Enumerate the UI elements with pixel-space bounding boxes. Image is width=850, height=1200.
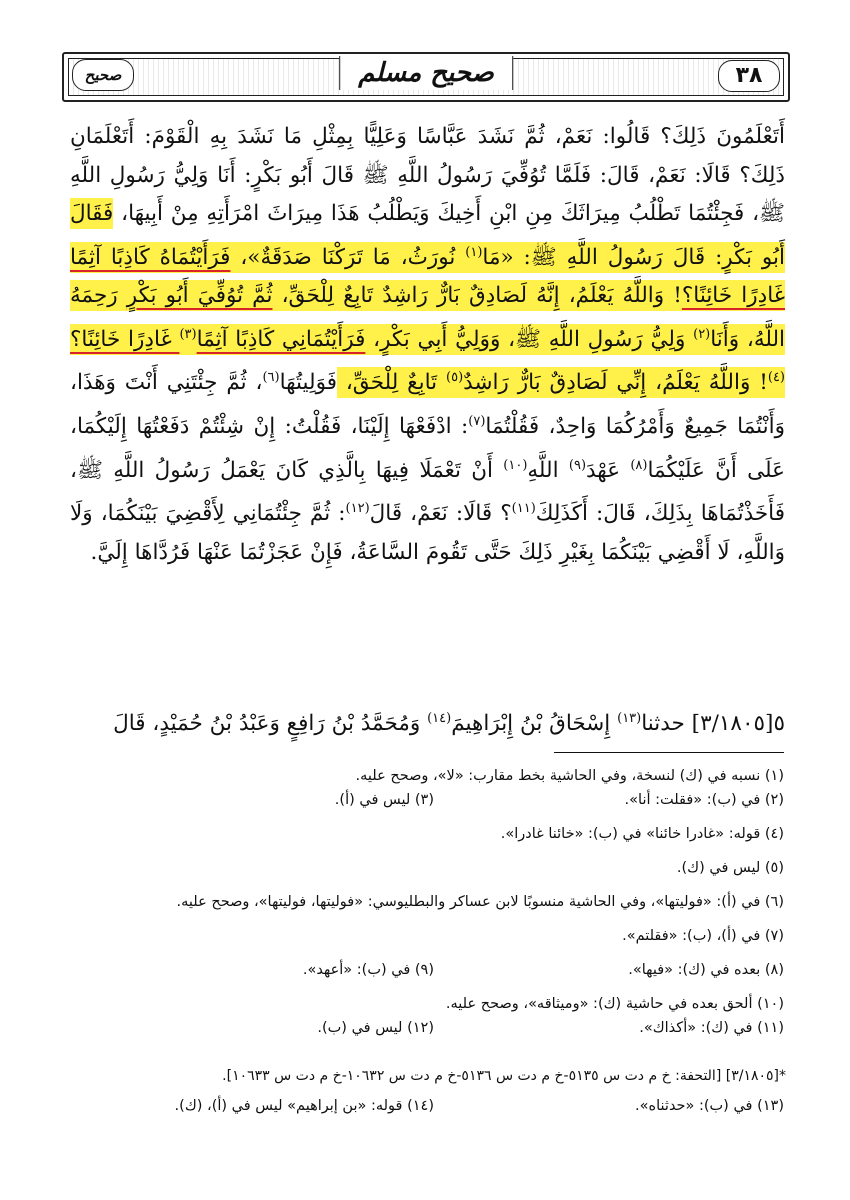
footnote-pair [84,1098,784,1114]
footnote: (١٤) قوله: «بن إبراهيم» ليس في (أ)، (ك). [174,1098,434,1114]
text-segment: : ادْفَعْهَا إِلَيْنَا، فَقُلْتُ: إِنْ شِئْتُمْ دَفَعْتُهَا إِلَيْكُمَا، عَلَى أَنَّ عَلَيْكُمَا [70,414,785,483]
underlined-phrase: ثُمَّ تُوُفِّيَ أَبُو بَكْرٍ [126,283,273,309]
underlined-phrase: فَرَأَيْتُمَاهُ كَاذِبًا آثِمًا غَادِرًا خَائِنًا؟ [70,244,785,309]
footnote-ref: (١١) [511,501,536,517]
text-segment: أَنْ تَعْمَلَا فِيهَا بِالَّذِي كَانَ يَعْمَلُ رَسُولُ اللَّهِ ﷺ، فَأَخَذْتُمَاهَا بِذَلِكَ، قَالَ: أَكَذَلِكَ [70,457,785,527]
footnote-divider [554,752,784,753]
footnote-ref: (١٣) [617,711,642,726]
footnotes [84,764,784,1040]
footnote-ref: (٩) [568,457,587,473]
text-segment: إِسْحَاقُ بْنُ إِبْرَاهِيمَ [451,711,618,737]
text-segment: وَمُحَمَّدُ بْنُ رَافِعٍ وَعَبْدُ بْنُ حُمَيْدٍ، قَالَ [113,711,428,737]
text-segment: تَابِعٌ لِلْحَقِّ، [336,370,447,396]
text-segment: فَوَلِيتُهَا [279,370,337,396]
footnote-ref: (٦) [262,370,280,386]
footnote: (٣) ليس في (أ). [334,792,434,808]
book-title: صحيح مسلم [339,56,513,90]
footnote: (٤) قوله: «غادرا خائنا» في (ب): «خائنا غادرا». [500,826,784,842]
footnote: (١٢) ليس في (ب). [317,1020,434,1036]
footnote: (٧) في (أ)، (ب): «فقلتم». [622,928,784,944]
footnote-ref: (١٤) [427,711,452,726]
footnote: (٨) بعده في (ك): «فيها». [628,962,784,978]
hadith-paragraph [70,118,785,572]
footnote: (٦) في (أ): «فوليتها»، وفي الحاشية منسوبًا لابن عساكر والبطليوسي: «فوليتها، فوليتها»، وصحح عليه. [176,894,784,910]
text-segment: نُورَثُ، مَا تَرَكْنَا صَدَقَةٌ»، [230,244,466,270]
text-segment: ! وَاللَّهُ يَعْلَمُ، إِنِّي لَصَادِقٌ بَارٌّ رَاشِدٌ [463,370,768,396]
footnote: (٥) ليس في (ك). [676,860,784,876]
footnote: (٢) في (ب): «فقلت: أنا». [624,792,784,808]
footnote-ref: (٣) [179,326,197,342]
footnote-pair [84,958,784,982]
footnote-pair [84,1016,784,1040]
footnote-ref: (٧) [468,413,486,429]
highlighted-passage [70,198,785,398]
footnote-ref: (٥) [446,370,464,386]
underlined-phrase: فَرَأَيْتُمَانِي كَاذِبًا آثِمًا [196,326,366,352]
footnote-ref: (١) [465,244,483,260]
text-segment: اللَّهِ [527,457,569,483]
text-segment: ! وَاللَّهُ يَعْلَمُ، إِنَّهُ لَصَادِقٌ بَارٌّ رَاشِدٌ تَابِعٌ لِلْحَقِّ، [272,283,682,309]
side-ornament: صحيح [72,59,134,91]
text-segment: ؟ قَالَا: نَعَمْ، قَالَ [369,501,512,527]
footnote: (١) نسبه في (ك) لنسخة، وفي الحاشية بخط مقارب: «لا»، وصحح عليه. [355,768,784,784]
footnote: (١١) في (ك): «أكذاك». [639,1020,784,1036]
page-number: ٣٨ [718,60,780,92]
text-segment: وَلِيُّ رَسُولِ اللَّهِ ﷺ، وَوَلِيُّ أَبِي بَكْرٍ، [365,326,694,352]
text-segment: عَهْدَ [586,457,631,483]
hadith-number: ٥[٣/١٨٠٥] [691,711,785,737]
footnote-ref: (١٠) [503,457,528,473]
footnote: (١٠) ألحق بعده في حاشية (ك): «وميثاقه»، وصحح عليه. [445,996,784,1012]
hadith-body [70,118,785,572]
footnote-pair [84,788,784,812]
footnote-ref: (٤) [767,370,785,386]
footnote-ref: (٢) [693,326,711,342]
footnote-ref: (٨) [630,457,648,473]
footnote: (٩) في (ب): «أعهد». [302,962,434,978]
text-segment: فَقَالَ أَبُو بَكْرٍ: قَالَ رَسُولُ اللَّهِ ﷺ: «مَا [70,201,785,270]
text-segment: حدثنا [641,711,692,737]
footnote-ref: (١٢) [345,501,370,517]
page-header [62,52,790,102]
next-hadith-line [70,700,785,743]
takhrij-reference: *[٣/١٨٠٥] [التحفة: خ م دت س ٥١٣٥-خ م دت س ٥١٣٦-خ م دت س ١٠٦٣٢-خ م دت س ١٠٦٣٣]. [222,1068,786,1084]
footnote: (١٣) في (ب): «حدثناه». [635,1098,784,1114]
text-segment: : ثُمَّ جِئْتُمَانِي لِأَقْضِيَ بَيْنَكُمَا، وَلَا وَاللَّهِ، لَا أَقْضِي بَيْنَكُمَا بِغَيْرِ ذَلِكَ حَتَّى تَقُومَ السَّاعَةُ، فَإِنْ عَجَزْتُمَا عَنْهَا فَرُدَّاهَا إِلَيَّ. [70,501,785,565]
text-segment: ، ثُمَّ جِئْتَنِي أَنْتَ وَهَذَا، وَأَنْتُمَا جَمِيعٌ وَأَمْرُكُمَا وَاحِدٌ، فَقُلْتُمَا [70,370,785,440]
text-segment: رَحِمَهُ اللَّهُ، وَأَنَا [70,283,785,352]
text-segment: أَتَعْلَمُونَ ذَلِكَ؟ قَالُوا: نَعَمْ، ثُمَّ نَشَدَ عَبَّاسًا وَعَلِيًّا بِمِثْلِ مَا نَشَدَ بِهِ الْقَوْمَ: أَتَعْلَمَانِ ذَلِكَ؟ قَالَا: نَعَمْ، قَالَ: فَلَمَّا تُوُفِّيَ رَسُولُ اللَّهِ ﷺ قَالَ أَبُو بَكْرٍ: أَنَا وَلِيُّ رَسُولِ اللَّهِ ﷺ، فَجِئْتُمَا تَطْلُبُ مِيرَاثَكَ مِنِ ابْنِ أَخِيكَ وَيَطْلُبُ هَذَا مِيرَاثَ امْرَأَتِهِ مِنْ أَبِيهَا، [70,124,785,226]
underlined-phrase: غَادِرًا خَائِنًا؟ [70,326,180,352]
